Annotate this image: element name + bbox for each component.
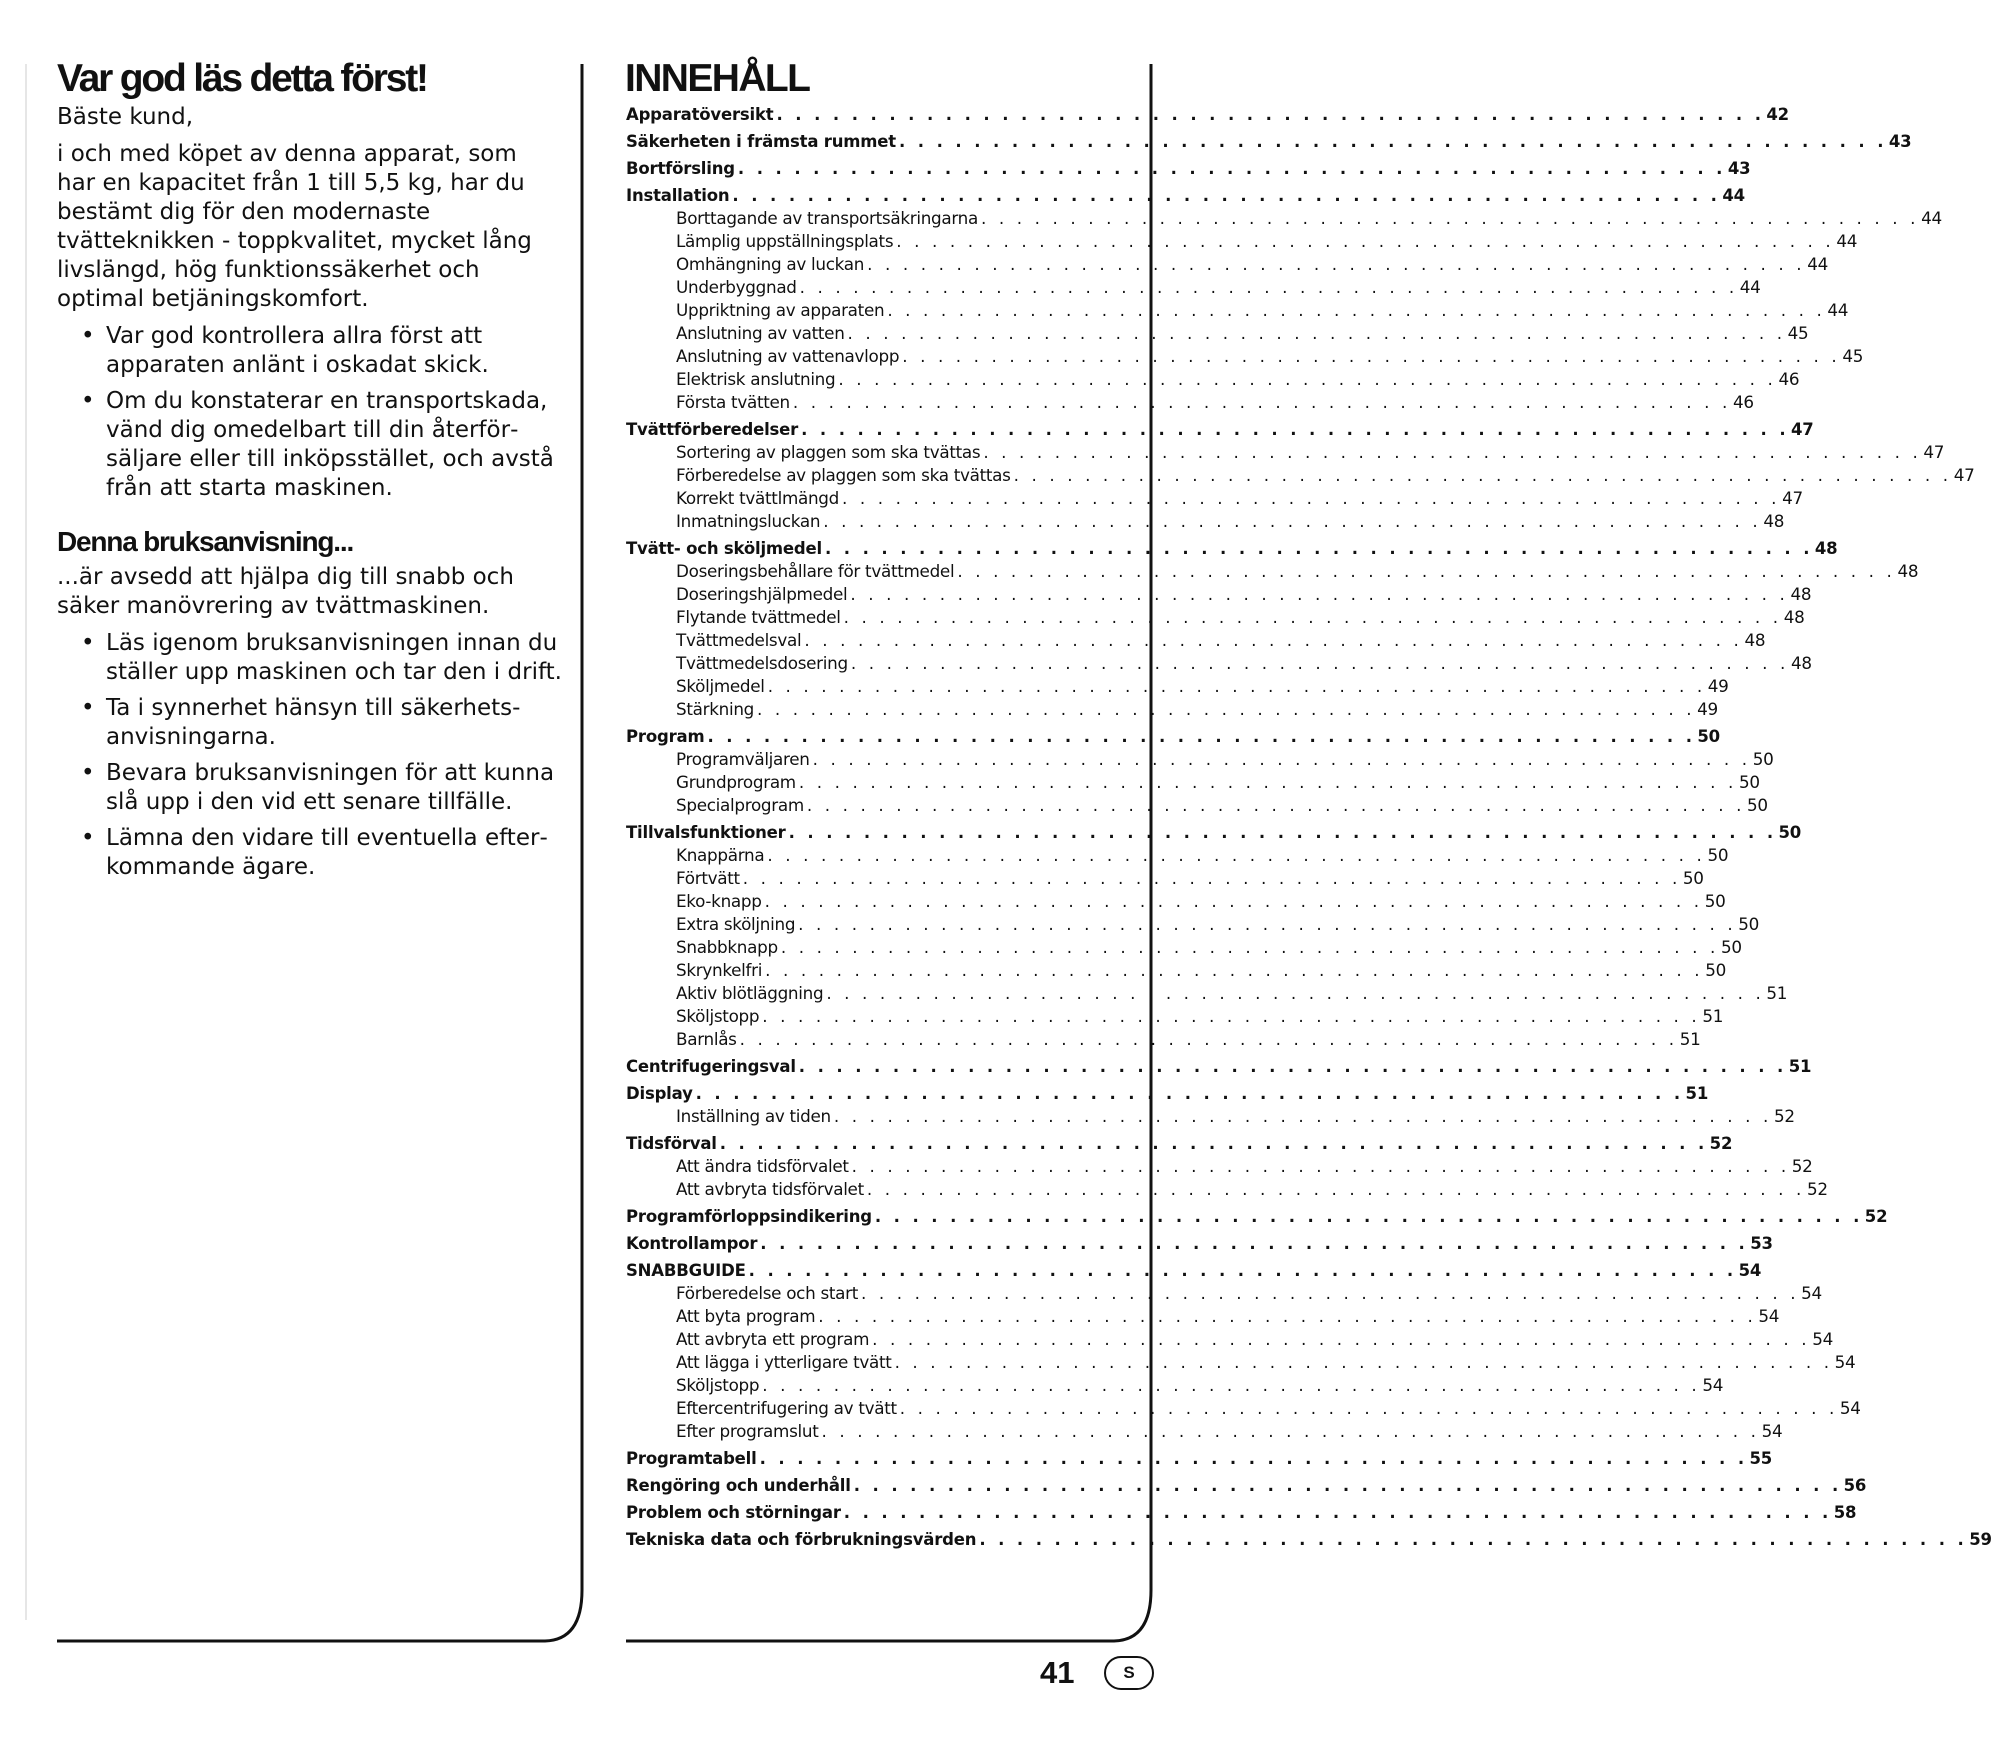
toc-entry-page: 44	[1739, 277, 1761, 297]
toc-subentry[interactable]	[626, 890, 1726, 913]
toc-subentry[interactable]	[626, 1305, 1780, 1328]
toc-dot-leader: . . . . . . . . . . . . . . . . . . . . . . . . . . . . . . . . . . . . . . . . . . . . . . . . . . . . .	[732, 186, 1721, 205]
toc-subentry[interactable]	[626, 207, 1942, 230]
toc-dot-leader: . . . . . . . . . . . . . . . . . . . . . . . . . . . . . . . . . . . . . . . . . . . . . . . . . . . . .	[757, 699, 1696, 719]
toc-subentry[interactable]	[626, 487, 1803, 510]
toc-entry[interactable]	[626, 1259, 1762, 1282]
toc-subentry[interactable]	[626, 913, 1760, 936]
bullet-item: • Ta i synnerhet hänsyn till säkerhetsanvisningarna.	[81, 695, 521, 750]
toc-dot-leader: . . . . . . . . . . . . . . . . . . . . . . . . . . . . . . . . . . . . . . . . . . . . . . . . . . . . .	[760, 1234, 1749, 1253]
bullet-dot-icon: •	[81, 825, 95, 851]
toc-entry-page: 50	[1738, 772, 1760, 792]
toc-entry-label: Underbyggnad	[676, 277, 797, 297]
page-number: 41	[1040, 1655, 1075, 1690]
toc-dot-leader: . . . . . . . . . . . . . . . . . . . . . . . . . . . . . . . . . . . . . . . . . . . . . . . . . . . . .	[821, 1421, 1760, 1441]
toc-entry-label: Programväljaren	[676, 749, 810, 769]
toc-entry[interactable]	[626, 1232, 1773, 1255]
toc-entry-page: 54	[1702, 1375, 1724, 1395]
toc-subentry[interactable]	[626, 1397, 1861, 1420]
toc-entry-label: Anslutning av vattenavlopp	[676, 346, 900, 366]
toc-dot-leader: . . . . . . . . . . . . . . . . . . . . . . . . . . . . . . . . . . . . . . . . . . . . . . . . . . . . .	[764, 891, 1703, 911]
toc-entry-label: Kontrollampor	[626, 1234, 758, 1253]
toc-subentry[interactable]	[626, 1178, 1828, 1201]
toc-dot-leader: . . . . . . . . . . . . . . . . . . . . . . . . . . . . . . . . . . . . . . . . . . . . . . . . . . . . .	[838, 369, 1777, 389]
toc-entry-label: Lämplig uppställningsplats	[676, 231, 894, 251]
toc-entry-page: 54	[1801, 1283, 1822, 1303]
toc-entry-page: 44	[1921, 208, 1942, 228]
toc-entry-label: Efter programslut	[676, 1421, 819, 1441]
toc-entry-label: Skrynkelfri	[676, 960, 763, 980]
toc-dot-leader: . . . . . . . . . . . . . . . . . . . . . . . . . . . . . . . . . . . . . . . . . . . . . . . . . . . . .	[979, 1530, 1968, 1549]
manual-paragraph: ...är avsedd att hjälpa dig till snabb och säker manövrering av tvättmaskinen.	[57, 564, 514, 619]
toc-subentry[interactable]	[626, 959, 1726, 982]
toc-dot-leader: . . . . . . . . . . . . . . . . . . . . . . . . . . . . . . . . . . . . . . . . . . . . . . . . . . . . .	[798, 914, 1737, 934]
toc-subentry[interactable]	[626, 867, 1704, 890]
toc-dot-leader: . . . . . . . . . . . . . . . . . . . . . . . . . . . . . . . . . . . . . . . . . . . . . . . . . . . . .	[767, 845, 1706, 865]
toc-entry-page: 44	[1807, 254, 1828, 274]
toc-entry-label: Borttagande av transportsäkringarna	[676, 208, 978, 228]
toc-entry-page: 51	[1766, 983, 1788, 1003]
toc-entry-label: Flytande tvättmedel	[676, 607, 841, 627]
toc-subentry[interactable]	[626, 698, 1718, 721]
toc-entry-page: 43	[1727, 159, 1751, 178]
toc-subentry[interactable]	[626, 936, 1742, 959]
toc-entry-page: 50	[1752, 749, 1774, 769]
toc-entry[interactable]	[626, 1055, 1812, 1078]
intro-title: Var god läs detta först!	[57, 57, 427, 100]
toc-subentry[interactable]	[626, 844, 1729, 867]
toc-dot-leader: . . . . . . . . . . . . . . . . . . . . . . . . . . . . . . . . . . . . . . . . . . . . . . . . . . . . .	[887, 300, 1826, 320]
toc-dot-leader: . . . . . . . . . . . . . . . . . . . . . . . . . . . . . . . . . . . . . . . . . . . . . . . . . . . . .	[957, 561, 1896, 581]
bullet-item: • Läs igenom bruksanvisningen innan du ställer upp maskinen och tar den i drift.	[81, 630, 562, 685]
toc-entry-page: 50	[1682, 868, 1704, 888]
toc-subentry[interactable]	[626, 299, 1849, 322]
toc-entry-label: Tekniska data och förbrukningsvärden	[626, 1530, 977, 1549]
toc-entry-page: 48	[1763, 511, 1785, 531]
toc-dot-leader: . . . . . . . . . . . . . . . . . . . . . . . . . . . . . . . . . . . . . . . . . . . . . . . . . . . . .	[776, 105, 1765, 124]
toc-subentry[interactable]	[626, 1351, 1856, 1374]
toc-subentry[interactable]	[626, 675, 1729, 698]
toc-entry-page: 44	[1827, 300, 1849, 320]
toc-entry-label: SNABBGUIDE	[626, 1261, 746, 1280]
toc-entry-label: Att avbryta ett program	[676, 1329, 870, 1349]
toc-entry-label: Specialprogram	[676, 795, 804, 815]
toc-entry-page: 54	[1839, 1398, 1861, 1418]
toc-dot-leader: . . . . . . . . . . . . . . . . . . . . . . . . . . . . . . . . . . . . . . . . . . . . . . . . . . . . .	[804, 630, 1743, 650]
toc-entry-page: 48	[1783, 607, 1805, 627]
toc-entry-page: 45	[1842, 346, 1864, 366]
toc-dot-leader: . . . . . . . . . . . . . . . . . . . . . . . . . . . . . . . . . . . . . . . . . . . . . . . . . . . . .	[850, 653, 1789, 673]
toc-dot-leader: . . . . . . . . . . . . . . . . . . . . . . . . . . . . . . . . . . . . . . . . . . . . . . . . . . . . .	[899, 1398, 1838, 1418]
toc-entry-page: 47	[1923, 442, 1945, 462]
toc-dot-leader: . . . . . . . . . . . . . . . . . . . . . . . . . . . . . . . . . . . . . . . . . . . . . . . . . . . . .	[801, 420, 1790, 439]
toc-entry[interactable]	[626, 103, 1789, 126]
toc-entry-page: 50	[1704, 891, 1726, 911]
toc-entry-page: 49	[1707, 676, 1729, 696]
toc-subentry[interactable]	[626, 560, 1919, 583]
manual-bullets	[57, 629, 562, 882]
toc-dot-leader: . . . . . . . . . . . . . . . . . . . . . . . . . . . . . . . . . . . . . . . . . . . . . . . . . . . . .	[898, 132, 1887, 151]
toc-dot-leader: . . . . . . . . . . . . . . . . . . . . . . . . . . . . . . . . . . . . . . . . . . . . . . . . . . . . .	[818, 1306, 1757, 1326]
toc-entry-page: 51	[1679, 1029, 1701, 1049]
toc-subentry[interactable]	[626, 652, 1812, 675]
toc-dot-leader: . . . . . . . . . . . . . . . . . . . . . . . . . . . . . . . . . . . . . . . . . . . . . . . . . . . . .	[707, 727, 1696, 746]
toc-subentry[interactable]	[626, 322, 1809, 345]
toc-dot-leader: . . . . . . . . . . . . . . . . . . . . . . . . . . . . . . . . . . . . . . . . . . . . . . . . . . . . .	[850, 584, 1789, 604]
toc-column	[625, 55, 1992, 1551]
toc-entry-label: Att lägga i ytterligare tvätt	[676, 1352, 892, 1372]
toc-entry-label: Tvättmedelsdosering	[676, 653, 848, 673]
toc-entry-label: Extra sköljning	[676, 914, 796, 934]
toc-entry-label: Knappärna	[676, 845, 765, 865]
toc-dot-leader: . . . . . . . . . . . . . . . . . . . . . . . . . . . . . . . . . . . . . . . . . . . . . . . . . . . . .	[826, 983, 1765, 1003]
toc-entry-label: Sköljstopp	[676, 1006, 760, 1026]
toc-subentry[interactable]	[626, 441, 1945, 464]
toc-entry-label: Omhängning av luckan	[676, 254, 865, 274]
toc-dot-leader: . . . . . . . . . . . . . . . . . . . . . . . . . . . . . . . . . . . . . . . . . . . . . . . . . . . . .	[695, 1084, 1684, 1103]
toc-dot-leader: . . . . . . . . . . . . . . . . . . . . . . . . . . . . . . . . . . . . . . . . . . . . . . . . . . . . .	[798, 1057, 1787, 1076]
toc-entry-page: 54	[1761, 1421, 1783, 1441]
toc-subentry[interactable]	[626, 982, 1788, 1005]
toc-entry-label: Inmatningsluckan	[676, 511, 821, 531]
toc-entry-page: 45	[1787, 323, 1809, 343]
toc-entry-page: 53	[1750, 1234, 1773, 1253]
toc-subentry[interactable]	[626, 345, 1864, 368]
toc-entry-page: 43	[1888, 132, 1912, 151]
toc-subentry[interactable]	[626, 583, 1812, 606]
toc-dot-leader: . . . . . . . . . . . . . . . . . . . . . . . . . . . . . . . . . . . . . . . . . . . . . . . . . . . . .	[833, 1106, 1772, 1126]
bullet-item: • Lämna den vidare till eventuella efterkommande ägare.	[81, 825, 548, 880]
bullet-dot-icon: •	[81, 323, 95, 349]
toc-entry-label: Förberedelse och start	[676, 1283, 859, 1303]
toc-subentry[interactable]	[626, 771, 1760, 794]
toc-dot-leader: . . . . . . . . . . . . . . . . . . . . . . . . . . . . . . . . . . . . . . . . . . . . . . . . . . . . .	[842, 488, 1781, 508]
intro-greeting: Bäste kund,	[57, 104, 194, 130]
toc-entry-page: 51	[1788, 1057, 1812, 1076]
toc-entry-label: Anslutning av vatten	[676, 323, 845, 343]
toc-subentry[interactable]	[626, 464, 1975, 487]
toc-dot-leader: . . . . . . . . . . . . . . . . . . . . . . . . . . . . . . . . . . . . . . . . . . . . . . . . . . . . .	[824, 539, 1813, 558]
toc-entry[interactable]	[626, 1205, 1888, 1228]
toc-subentry[interactable]	[626, 1282, 1822, 1305]
toc-entry[interactable]	[626, 184, 1745, 207]
toc-entry-page: 48	[1897, 561, 1919, 581]
toc-entry-page: 58	[1833, 1503, 1857, 1522]
toc-entry-page: 54	[1834, 1352, 1856, 1372]
toc-subentry[interactable]	[626, 510, 1785, 533]
toc-dot-leader: . . . . . . . . . . . . . . . . . . . . . . . . . . . . . . . . . . . . . . . . . . . . . . . . . . . . .	[742, 868, 1681, 888]
toc-entry-page: 50	[1697, 727, 1720, 746]
toc-entry[interactable]	[626, 725, 1720, 748]
toc-entry-page: 44	[1836, 231, 1858, 251]
toc-entry-label: Doseringsbehållare för tvättmedel	[676, 561, 955, 581]
toc-subentry[interactable]	[626, 1155, 1813, 1178]
toc-entry-page: 44	[1722, 186, 1745, 205]
toc-dot-leader: . . . . . . . . . . . . . . . . . . . . . . . . . . . . . . . . . . . . . . . . . . . . . . . . . . . . .	[1013, 465, 1952, 485]
toc-entry-label: Sortering av plaggen som ska tvättas	[676, 442, 981, 462]
toc-entry-label: Att avbryta tidsförvalet	[676, 1179, 864, 1199]
toc-entry-page: 47	[1953, 465, 1975, 485]
toc-entry-page: 54	[1812, 1329, 1833, 1349]
toc-entry-page: 46	[1732, 392, 1754, 412]
toc-entry[interactable]	[626, 1447, 1773, 1470]
toc-subentry[interactable]	[626, 1028, 1701, 1051]
toc-entry-page: 52	[1709, 1134, 1733, 1153]
toc-entry-label: Stärkning	[676, 699, 755, 719]
toc-entry-label: Tvätt- och sköljmedel	[626, 539, 822, 558]
bullet-item: • Bevara bruksanvisningen för att kunna slå upp i den vid ett senare tillfälle.	[81, 760, 555, 815]
toc-dot-leader: . . . . . . . . . . . . . . . . . . . . . . . . . . . . . . . . . . . . . . . . . . . . . . . . . . . . .	[762, 1375, 1701, 1395]
toc-entry-label: Uppriktning av apparaten	[676, 300, 885, 320]
bullet-dot-icon: •	[81, 388, 95, 414]
toc-entry-label: Centrifugeringsval	[626, 1057, 796, 1076]
toc-entry-label: Eko-knapp	[676, 891, 762, 911]
toc-entry-label: Rengöring och underhåll	[626, 1476, 851, 1495]
toc-entry-label: Tidsförval	[626, 1134, 717, 1153]
toc-dot-leader: . . . . . . . . . . . . . . . . . . . . . . . . . . . . . . . . . . . . . . . . . . . . . . . . . . . . .	[872, 1329, 1811, 1349]
toc-entry-label: Elektrisk anslutning	[676, 369, 836, 389]
toc-dot-leader: . . . . . . . . . . . . . . . . . . . . . . . . . . . . . . . . . . . . . . . . . . . . . . . . . . . . .	[843, 607, 1782, 627]
toc-entry-page: 42	[1766, 105, 1789, 124]
toc-list	[626, 103, 1992, 1551]
toc-entry-page: 52	[1773, 1106, 1795, 1126]
toc-entry-label: Inställning av tiden	[676, 1106, 831, 1126]
toc-entry-label: Problem och störningar	[626, 1503, 841, 1522]
toc-entry-label: Grundprogram	[676, 772, 796, 792]
toc-entry-label: Förtvätt	[676, 868, 740, 888]
toc-dot-leader: . . . . . . . . . . . . . . . . . . . . . . . . . . . . . . . . . . . . . . . . . . . . . . . . . . . . .	[737, 159, 1726, 178]
toc-subentry[interactable]	[626, 1328, 1833, 1351]
toc-entry[interactable]	[626, 1082, 1709, 1105]
bullet-dot-icon: •	[81, 630, 95, 656]
toc-entry-page: 48	[1790, 653, 1812, 673]
toc-entry-label: Säkerheten i främsta rummet	[626, 132, 896, 151]
toc-entry[interactable]	[626, 1501, 1857, 1524]
toc-entry-label: Sköljmedel	[676, 676, 765, 696]
toc-entry-page: 50	[1747, 795, 1768, 815]
toc-entry-page: 48	[1744, 630, 1766, 650]
toc-entry-page: 51	[1685, 1084, 1709, 1103]
toc-subentry[interactable]	[626, 1105, 1795, 1128]
toc-dot-leader: . . . . . . . . . . . . . . . . . . . . . . . . . . . . . . . . . . . . . . . . . . . . . . . . . . . . .	[823, 511, 1762, 531]
toc-dot-leader: . . . . . . . . . . . . . . . . . . . . . . . . . . . . . . . . . . . . . . . . . . . . . . . . . . . . .	[867, 254, 1806, 274]
toc-entry-page: 50	[1778, 823, 1802, 842]
toc-entry-label: Första tvätten	[676, 392, 790, 412]
toc-subentry[interactable]	[626, 253, 1828, 276]
toc-dot-leader: . . . . . . . . . . . . . . . . . . . . . . . . . . . . . . . . . . . . . . . . . . . . . . . . . . . . .	[788, 823, 1777, 842]
toc-subentry[interactable]	[626, 629, 1766, 652]
bullet-dot-icon: •	[81, 695, 95, 721]
toc-entry-label: Programförloppsindikering	[626, 1207, 872, 1226]
toc-entry-page: 52	[1864, 1207, 1888, 1226]
toc-subentry[interactable]	[626, 794, 1768, 817]
intro-column	[57, 55, 562, 889]
toc-dot-leader: . . . . . . . . . . . . . . . . . . . . . . . . . . . . . . . . . . . . . . . . . . . . . . . . . . . . .	[806, 795, 1746, 815]
toc-subentry[interactable]	[626, 748, 1774, 771]
toc-subentry[interactable]	[626, 368, 1800, 391]
toc-dot-leader: . . . . . . . . . . . . . . . . . . . . . . . . . . . . . . . . . . . . . . . . . . . . . . . . . . . . .	[759, 1449, 1748, 1468]
intro-bullets	[57, 322, 562, 503]
toc-entry-page: 46	[1778, 369, 1800, 389]
toc-dot-leader: . . . . . . . . . . . . . . . . . . . . . . . . . . . . . . . . . . . . . . . . . . . . . . . . . . . . .	[902, 346, 1841, 366]
toc-entry-label: Förberedelse av plaggen som ska tvättas	[676, 465, 1011, 485]
toc-entry-label: Snabbknapp	[676, 937, 778, 957]
toc-subentry[interactable]	[626, 1420, 1783, 1443]
toc-subentry[interactable]	[626, 1005, 1724, 1028]
toc-dot-leader: . . . . . . . . . . . . . . . . . . . . . . . . . . . . . . . . . . . . . . . . . . . . . . . . . . . . .	[894, 1352, 1833, 1372]
toc-entry-label: Apparatöversikt	[626, 105, 774, 124]
toc-dot-leader: . . . . . . . . . . . . . . . . . . . . . . . . . . . . . . . . . . . . . . . . . . . . . . . . . . . . .	[847, 323, 1786, 343]
toc-entry-page: 55	[1749, 1449, 1773, 1468]
toc-entry[interactable]	[626, 157, 1751, 180]
toc-dot-leader: . . . . . . . . . . . . . . . . . . . . . . . . . . . . . . . . . . . . . . . . . . . . . . . . . . . . .	[981, 208, 1920, 228]
toc-entry-label: Barnlås	[676, 1029, 737, 1049]
toc-dot-leader: . . . . . . . . . . . . . . . . . . . . . . . . . . . . . . . . . . . . . . . . . . . . . . . . . . . . .	[739, 1029, 1678, 1049]
toc-entry-page: 59	[1969, 1530, 1992, 1549]
intro-paragraph: i och med köpet av denna apparat, som har en kapacitet från 1 till 5,5 kg, har du bestämt dig för den modernaste tvätteknikken - toppkvalitet, mycket lång livslängd, hög funktionssäkerhet och optimal betjäningskomfort.	[57, 141, 532, 312]
toc-dot-leader: . . . . . . . . . . . . . . . . . . . . . . . . . . . . . . . . . . . . . . . . . . . . . . . . . . . . .	[843, 1503, 1832, 1522]
toc-entry-label: Bortförsling	[626, 159, 735, 178]
toc-entry-page: 51	[1702, 1006, 1724, 1026]
toc-entry-page: 54	[1738, 1261, 1762, 1280]
toc-entry-page: 50	[1720, 937, 1742, 957]
toc-entry-label: Display	[626, 1084, 693, 1103]
toc-dot-leader: . . . . . . . . . . . . . . . . . . . . . . . . . . . . . . . . . . . . . . . . . . . . . . . . . . . . .	[866, 1179, 1805, 1199]
toc-dot-leader: . . . . . . . . . . . . . . . . . . . . . . . . . . . . . . . . . . . . . . . . . . . . . . . . . . . . .	[851, 1156, 1790, 1176]
toc-entry-label: Tvättmedelsval	[676, 630, 802, 650]
toc-entry[interactable]	[626, 821, 1802, 844]
toc-subentry[interactable]	[626, 606, 1805, 629]
toc-entry[interactable]	[626, 537, 1838, 560]
toc-entry-page: 52	[1791, 1156, 1813, 1176]
toc-dot-leader: . . . . . . . . . . . . . . . . . . . . . . . . . . . . . . . . . . . . . . . . . . . . . . . . . . . . .	[874, 1207, 1863, 1226]
toc-entry-page: 50	[1738, 914, 1760, 934]
toc-dot-leader: . . . . . . . . . . . . . . . . . . . . . . . . . . . . . . . . . . . . . . . . . . . . . . . . . . . . .	[896, 231, 1835, 251]
toc-dot-leader: . . . . . . . . . . . . . . . . . . . . . . . . . . . . . . . . . . . . . . . . . . . . . . . . . . . . .	[798, 772, 1737, 792]
toc-entry-page: 50	[1707, 845, 1729, 865]
toc-subentry[interactable]	[626, 1374, 1724, 1397]
toc-entry-label: Aktiv blötläggning	[676, 983, 824, 1003]
language-badge: S	[1104, 1656, 1154, 1690]
toc-dot-leader: . . . . . . . . . . . . . . . . . . . . . . . . . . . . . . . . . . . . . . . . . . . . . . . . . . . . .	[719, 1134, 1708, 1153]
toc-dot-leader: . . . . . . . . . . . . . . . . . . . . . . . . . . . . . . . . . . . . . . . . . . . . . . . . . . . . .	[861, 1283, 1800, 1303]
toc-dot-leader: . . . . . . . . . . . . . . . . . . . . . . . . . . . . . . . . . . . . . . . . . . . . . . . . . . . . .	[799, 277, 1738, 297]
toc-entry-page: 48	[1814, 539, 1838, 558]
toc-entry-page: 49	[1697, 699, 1718, 719]
toc-entry-label: Korrekt tvättlmängd	[676, 488, 840, 508]
toc-entry[interactable]	[626, 418, 1814, 441]
toc-entry-page: 50	[1705, 960, 1726, 980]
toc-subentry[interactable]	[626, 230, 1858, 253]
toc-entry-label: Eftercentrifugering av tvätt	[676, 1398, 897, 1418]
toc-entry-page: 54	[1758, 1306, 1780, 1326]
toc-dot-leader: . . . . . . . . . . . . . . . . . . . . . . . . . . . . . . . . . . . . . . . . . . . . . . . . . . . . .	[780, 937, 1719, 957]
toc-entry-label: Sköljstopp	[676, 1375, 760, 1395]
toc-dot-leader: . . . . . . . . . . . . . . . . . . . . . . . . . . . . . . . . . . . . . . . . . . . . . . . . . . . . .	[853, 1476, 1842, 1495]
toc-entry[interactable]	[626, 1132, 1733, 1155]
bullet-dot-icon: •	[81, 760, 95, 786]
toc-entry-label: Programtabell	[626, 1449, 757, 1468]
toc-entry-label: Tvättförberedelser	[626, 420, 799, 439]
toc-dot-leader: . . . . . . . . . . . . . . . . . . . . . . . . . . . . . . . . . . . . . . . . . . . . . . . . . . . . .	[792, 392, 1731, 412]
toc-title: INNEHÅLL	[625, 57, 810, 100]
toc-entry-page: 52	[1806, 1179, 1828, 1199]
toc-entry-page: 47	[1782, 488, 1803, 508]
toc-dot-leader: . . . . . . . . . . . . . . . . . . . . . . . . . . . . . . . . . . . . . . . . . . . . . . . . . . . . .	[983, 442, 1922, 462]
manual-title: Denna bruksanvisning...	[57, 526, 354, 557]
toc-entry-label: Tillvalsfunktioner	[626, 823, 786, 842]
toc-entry-label: Att byta program	[676, 1306, 816, 1326]
toc-entry-page: 47	[1791, 420, 1814, 439]
toc-dot-leader: . . . . . . . . . . . . . . . . . . . . . . . . . . . . . . . . . . . . . . . . . . . . . . . . . . . . .	[767, 676, 1706, 696]
toc-subentry[interactable]	[626, 391, 1754, 414]
toc-dot-leader: . . . . . . . . . . . . . . . . . . . . . . . . . . . . . . . . . . . . . . . . . . . . . . . . . . . . .	[762, 1006, 1701, 1026]
toc-dot-leader: . . . . . . . . . . . . . . . . . . . . . . . . . . . . . . . . . . . . . . . . . . . . . . . . . . . . .	[765, 960, 1704, 980]
bullet-item: • Om du konstaterar en transportskada, vänd dig omedelbart till din återförsäljare eller till inköpsstället, och avstå från att starta maskinen.	[81, 388, 554, 501]
toc-entry[interactable]	[626, 1474, 1867, 1497]
toc-entry-label: Installation	[626, 186, 730, 205]
toc-entry-page: 48	[1790, 584, 1812, 604]
toc-entry-label: Doseringshjälpmedel	[676, 584, 848, 604]
toc-dot-leader: . . . . . . . . . . . . . . . . . . . . . . . . . . . . . . . . . . . . . . . . . . . . . . . . . . . . .	[812, 749, 1751, 769]
toc-dot-leader: . . . . . . . . . . . . . . . . . . . . . . . . . . . . . . . . . . . . . . . . . . . . . . . . . . . . .	[748, 1261, 1737, 1280]
toc-entry[interactable]	[626, 1528, 1992, 1551]
toc-entry-label: Att ändra tidsförvalet	[676, 1156, 849, 1176]
toc-subentry[interactable]	[626, 276, 1761, 299]
toc-entry[interactable]	[626, 130, 1912, 153]
toc-entry-page: 56	[1843, 1476, 1867, 1495]
bullet-item: • Var god kontrollera allra först att apparaten anlänt i oskadat skick.	[81, 323, 489, 378]
toc-entry-label: Program	[626, 727, 705, 746]
